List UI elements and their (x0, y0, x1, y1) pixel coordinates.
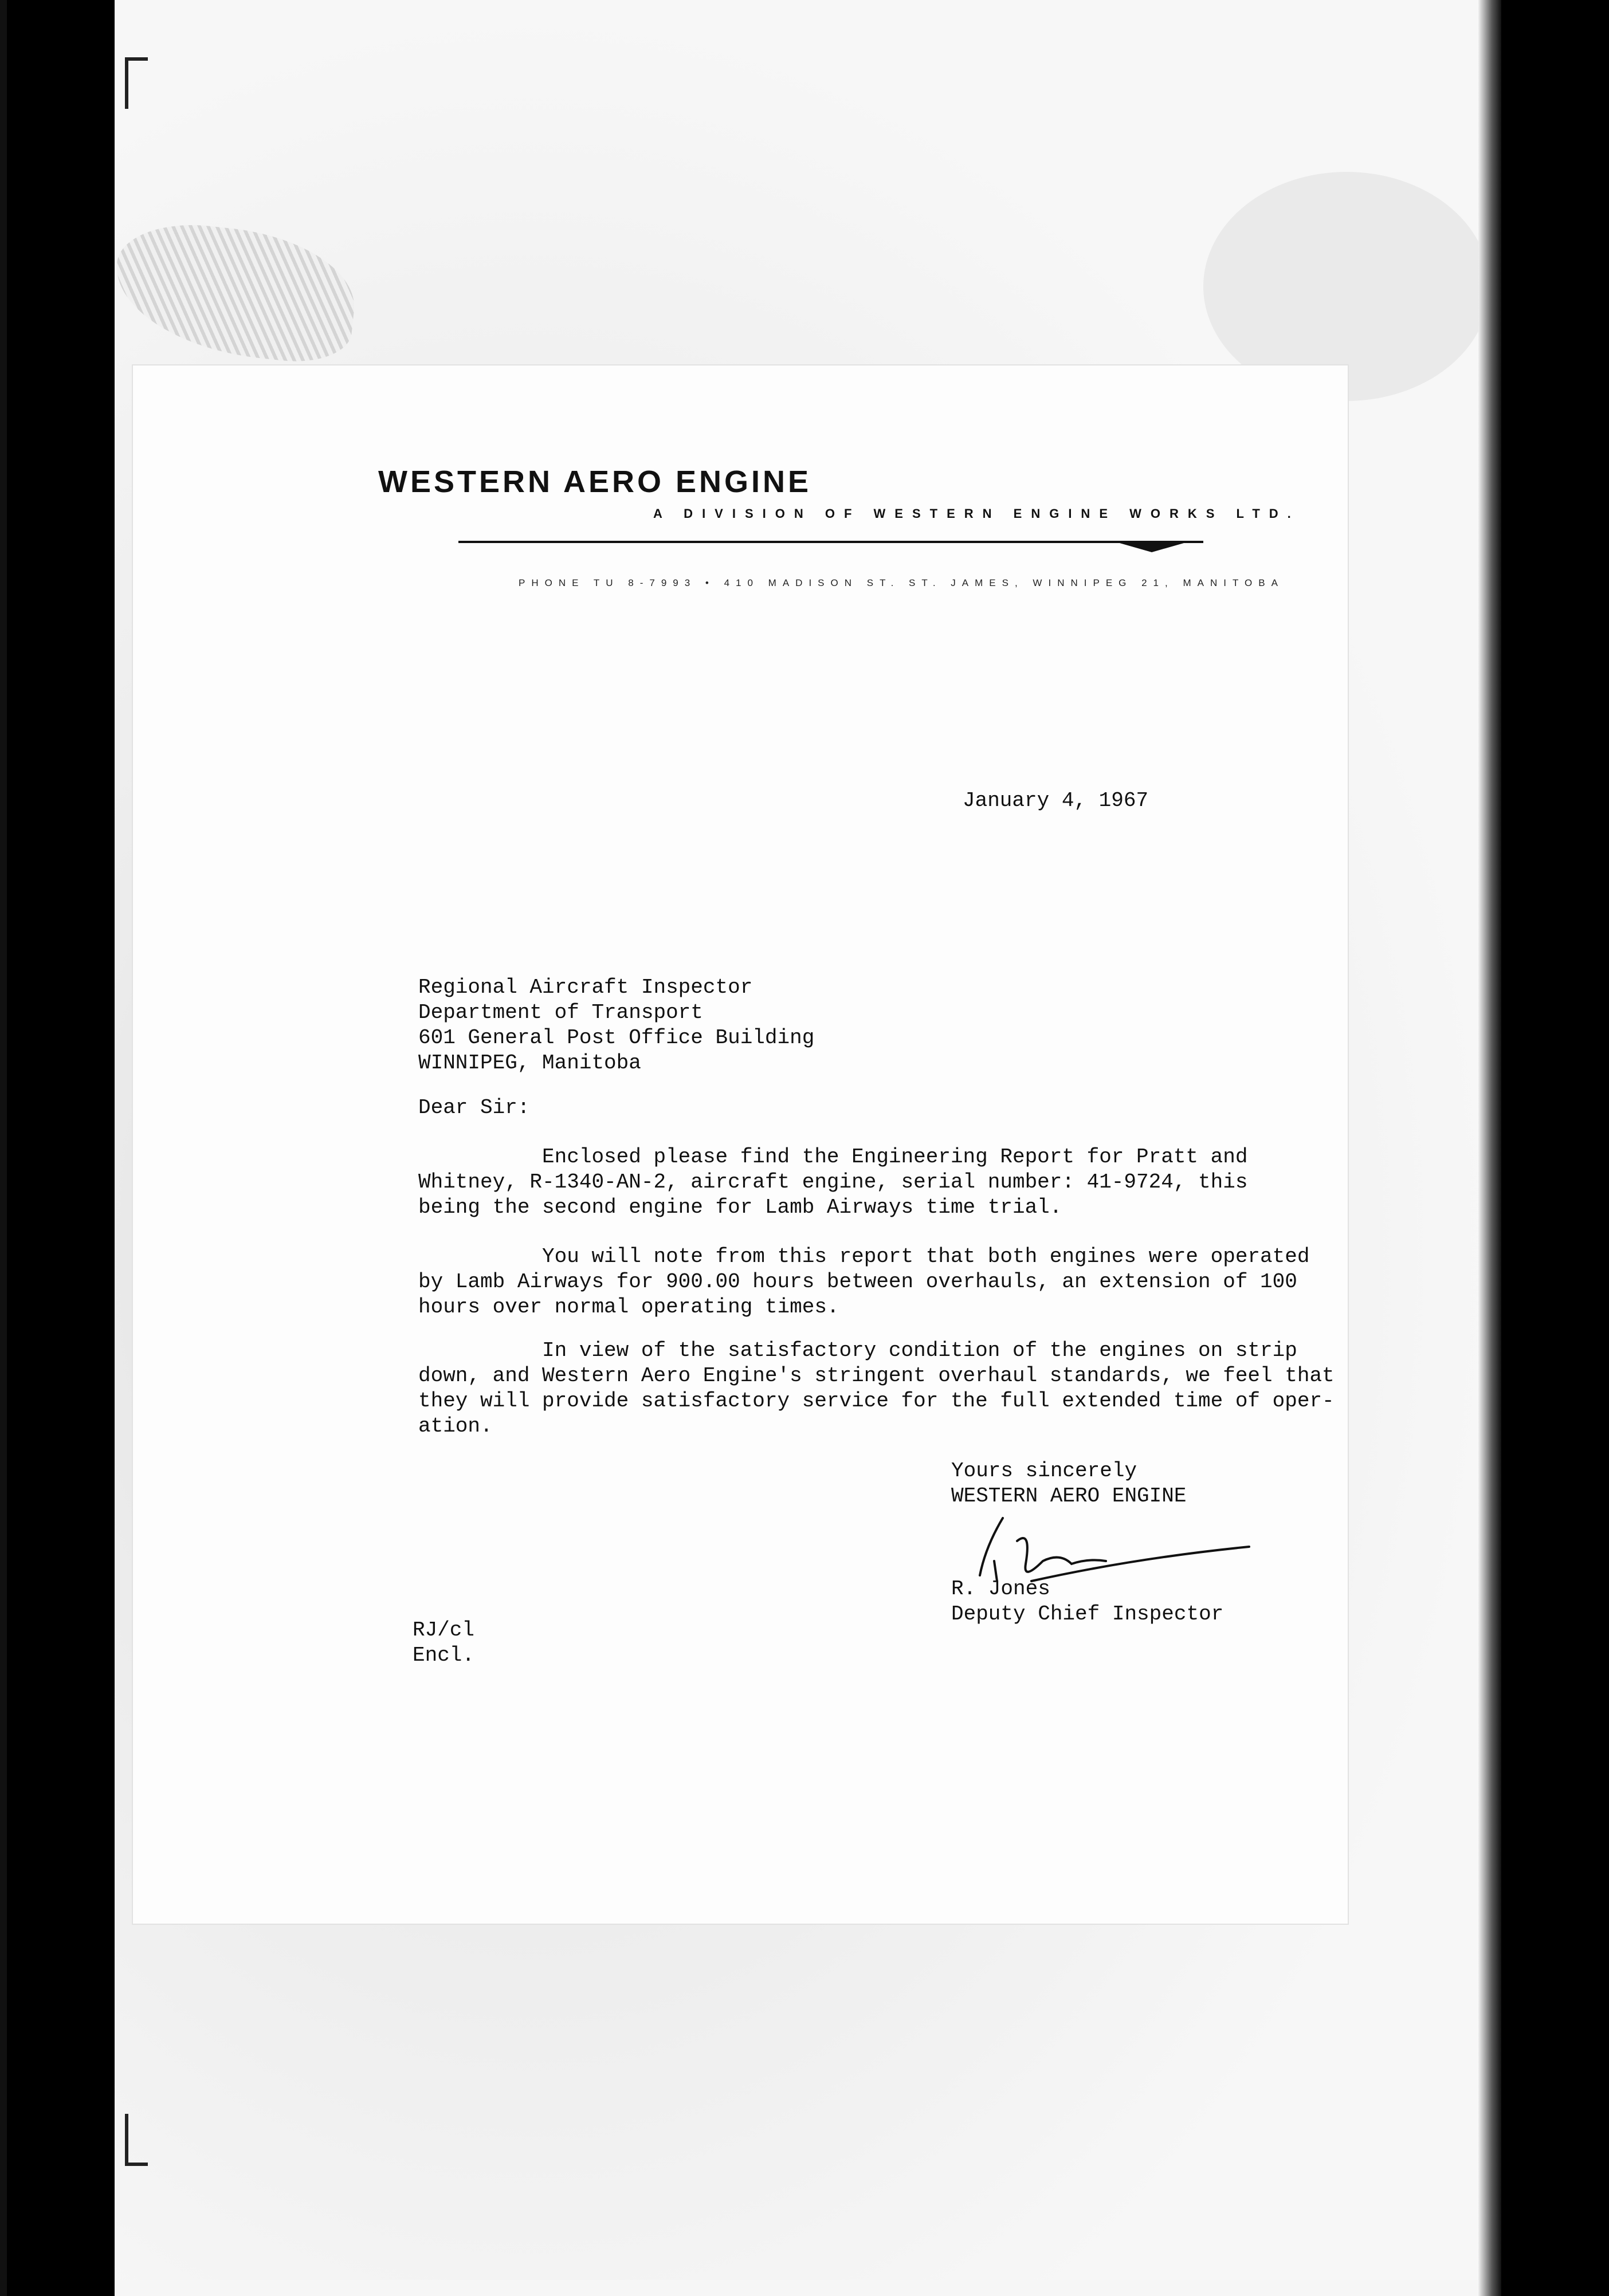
body-line: Enclosed please find the Engineering Report for Pratt and (418, 1145, 1248, 1169)
recipient-line: Regional Aircraft Inspector (418, 976, 753, 999)
signatory-name: R. Jones (951, 1577, 1050, 1601)
crop-mark (125, 2114, 128, 2165)
division-line: A DIVISION OF WESTERN ENGINE WORKS LTD. (653, 506, 1300, 521)
valediction: Yours sincerely (951, 1459, 1137, 1483)
company-logo: WESTERN AERO ENGINE (378, 465, 812, 499)
signature-company: WESTERN AERO ENGINE (951, 1484, 1187, 1508)
body-line: being the second engine for Lamb Airways time trial. (418, 1196, 1062, 1219)
body-line: down, and Western Aero Engine's stringent overhaul standards, we feel that (418, 1364, 1335, 1387)
recipient-line: Department of Transport (418, 1001, 703, 1024)
body-line: Whitney, R-1340-AN-2, aircraft engine, serial number: 41-9724, this (418, 1170, 1248, 1194)
crop-mark (125, 2163, 148, 2166)
body-line: by Lamb Airways for 900.00 hours between overhauls, an extension of 100 (418, 1270, 1297, 1294)
body-line: You will note from this report that both engines were operated (418, 1245, 1310, 1268)
contact-line: PHONE TU 8-7993 • 410 MADISON ST. ST. JAMES, WINNIPEG 21, MANITOBA (519, 577, 1284, 588)
recipient-line: WINNIPEG, Manitoba (418, 1051, 641, 1075)
reference-initials: RJ/cl (413, 1618, 475, 1642)
body-line: they will provide satisfactory service for the full extended time of oper- (418, 1389, 1335, 1413)
crop-mark (125, 57, 148, 61)
left-border (0, 0, 7, 2296)
letterhead-rule-tip (1112, 541, 1192, 552)
salutation: Dear Sir: (418, 1096, 530, 1119)
crop-mark (125, 57, 128, 109)
letter-date: January 4, 1967 (963, 789, 1149, 812)
body-line: In view of the satisfactory condition of the engines on strip (418, 1339, 1297, 1362)
recipient-line: 601 General Post Office Building (418, 1026, 815, 1049)
letterhead-rule (458, 541, 1203, 543)
right-edge (1478, 0, 1501, 2296)
body-line: hours over normal operating times. (418, 1295, 839, 1319)
enclosure-note: Encl. (413, 1644, 475, 1667)
signatory-title: Deputy Chief Inspector (951, 1602, 1224, 1626)
body-line: ation. (418, 1414, 493, 1438)
